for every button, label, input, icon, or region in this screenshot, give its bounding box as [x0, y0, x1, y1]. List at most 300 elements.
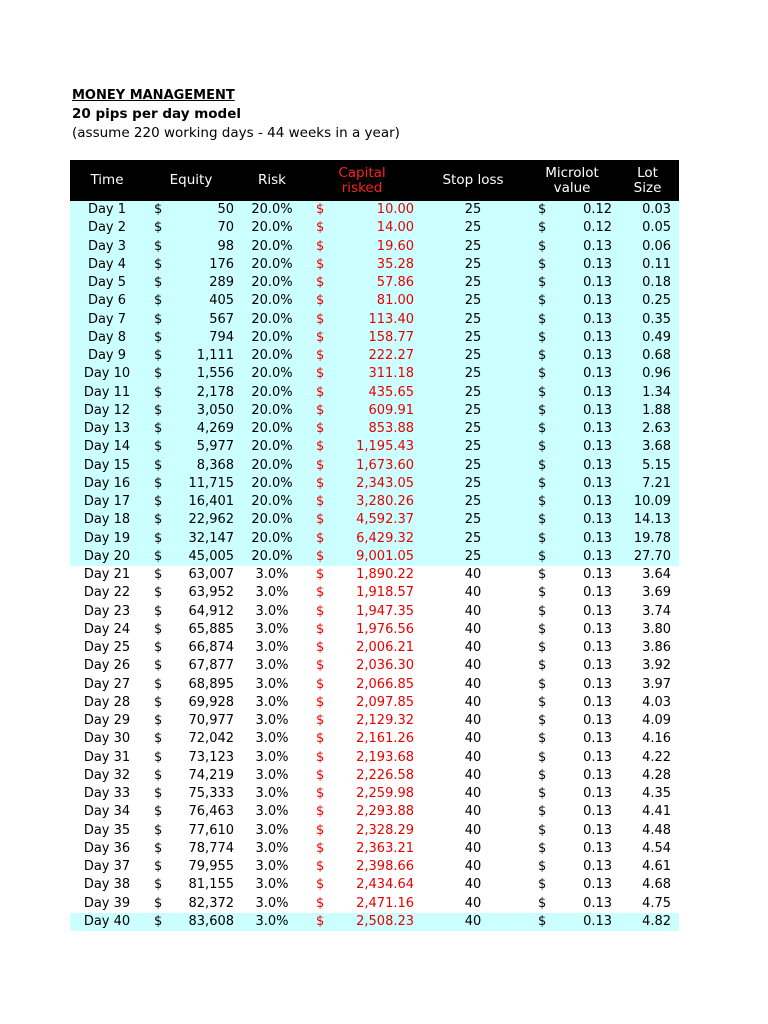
cell-equity-currency: $: [144, 329, 168, 347]
cell-risk: 20.0%: [238, 311, 306, 329]
cell-lot-size: 4.82: [616, 913, 679, 931]
cell-capital-currency: $: [316, 767, 325, 783]
header-capital-line2: risked: [341, 179, 383, 196]
cell-equity: 45,005: [168, 548, 238, 566]
cell-equity: 405: [168, 292, 238, 310]
table-row: [70, 895, 679, 913]
cell-stop-loss: 40: [464, 804, 482, 820]
cell-lot-size: 4.22: [642, 749, 672, 765]
table-header-row: [70, 160, 679, 201]
cell-microlot-value: 0.13: [548, 475, 616, 493]
cell-day: Day 8: [70, 329, 144, 347]
cell-stop-loss: 40: [464, 731, 482, 747]
cell-lot-size: 3.86: [642, 640, 672, 656]
cell-lot-size: 0.11: [616, 256, 679, 274]
cell-day: Day 29: [83, 713, 131, 729]
cell-day: Day 1: [70, 201, 144, 219]
cell-day: Day 37: [83, 859, 131, 875]
cell-microlot-currency: $: [528, 530, 548, 548]
cell-stop-loss: 40: [464, 767, 482, 783]
cell-capital-risked: 1,195.43: [328, 438, 418, 456]
cell-risk: 20.0%: [238, 384, 306, 402]
cell-capital-currency: $: [306, 384, 328, 402]
cell-equity-currency: $: [154, 713, 163, 729]
cell-capital-currency: $: [306, 238, 328, 256]
cell-equity-currency: $: [154, 621, 163, 637]
header-microlot-line1: Microlot: [545, 164, 599, 181]
cell-day: Day 22: [83, 585, 131, 601]
cell-capital-currency: $: [306, 457, 328, 475]
cell-microlot-currency: $: [538, 585, 547, 601]
cell-equity-currency: $: [154, 640, 163, 656]
cell-microlot-currency: $: [538, 877, 547, 893]
cell-equity: 567: [168, 311, 238, 329]
document-heading: [72, 86, 400, 143]
header-time: Time: [70, 160, 144, 201]
cell-capital-risked: 2,398.66: [356, 859, 415, 875]
cell-equity: 73,123: [188, 749, 235, 765]
cell-capital-risked: 2,006.21: [356, 640, 415, 656]
cell-microlot-value: 0.13: [583, 767, 613, 783]
cell-capital-risked: 1,890.22: [356, 567, 415, 583]
table-row: [70, 219, 679, 237]
cell-capital-currency: $: [306, 530, 328, 548]
table-row: [70, 256, 679, 274]
cell-risk: 20.0%: [238, 256, 306, 274]
cell-risk: 3.0%: [255, 658, 289, 674]
cell-microlot-value: 0.13: [548, 274, 616, 292]
cell-stop-loss: 40: [464, 640, 482, 656]
cell-capital-currency: $: [306, 913, 328, 931]
table-row: [70, 493, 679, 511]
cell-capital-risked: 2,293.88: [356, 804, 415, 820]
cell-capital-currency: $: [306, 329, 328, 347]
cell-day: Day 34: [83, 804, 131, 820]
cell-day: Day 2: [70, 219, 144, 237]
cell-lot-size: 4.61: [642, 859, 672, 875]
cell-microlot-value: 0.12: [548, 219, 616, 237]
cell-capital-risked: 1,947.35: [356, 603, 415, 619]
cell-stop-loss: 25: [418, 511, 528, 529]
cell-microlot-value: 0.13: [548, 329, 616, 347]
cell-capital-risked: 2,193.68: [356, 749, 415, 765]
cell-microlot-value: 0.13: [548, 347, 616, 365]
cell-lot-size: 0.25: [616, 292, 679, 310]
cell-day: Day 28: [83, 694, 131, 710]
cell-microlot-currency: $: [528, 402, 548, 420]
cell-capital-currency: $: [316, 804, 325, 820]
cell-capital-risked: 3,280.26: [328, 493, 418, 511]
cell-capital-currency: $: [316, 694, 325, 710]
cell-equity-currency: $: [144, 420, 168, 438]
cell-risk: 20.0%: [238, 292, 306, 310]
cell-microlot-value: 0.13: [548, 238, 616, 256]
cell-microlot-currency: $: [538, 840, 547, 856]
cell-microlot-value: 0.13: [548, 365, 616, 383]
cell-equity: 794: [168, 329, 238, 347]
table-row: [70, 639, 679, 657]
cell-equity: 63,952: [188, 585, 235, 601]
cell-risk: 3.0%: [255, 585, 289, 601]
cell-risk: 3.0%: [255, 749, 289, 765]
cell-capital-risked: 2,066.85: [356, 676, 415, 692]
cell-microlot-currency: $: [538, 859, 547, 875]
cell-equity-currency: $: [144, 457, 168, 475]
cell-stop-loss: 40: [464, 840, 482, 856]
cell-day: Day 19: [70, 530, 144, 548]
cell-lot-size: 0.49: [616, 329, 679, 347]
cell-stop-loss: 40: [464, 895, 482, 911]
cell-microlot-value: 0.13: [548, 511, 616, 529]
cell-lot-size: 0.18: [616, 274, 679, 292]
cell-capital-risked: 9,001.05: [328, 548, 418, 566]
cell-capital-risked: 113.40: [328, 311, 418, 329]
cell-capital-risked: 2,343.05: [328, 475, 418, 493]
cell-capital-risked: 2,129.32: [356, 713, 415, 729]
cell-microlot-value: 0.13: [548, 438, 616, 456]
cell-microlot-value: 0.13: [583, 640, 613, 656]
cell-stop-loss: 25: [418, 329, 528, 347]
cell-capital-currency: $: [306, 347, 328, 365]
cell-microlot-currency: $: [538, 731, 547, 747]
cell-day: Day 20: [70, 548, 144, 566]
cell-day: Day 25: [83, 640, 131, 656]
cell-microlot-value: 0.13: [583, 731, 613, 747]
cell-capital-risked: 2,471.16: [356, 895, 415, 911]
cell-risk: 20.0%: [238, 493, 306, 511]
cell-day: Day 26: [83, 658, 131, 674]
cell-risk: 20.0%: [238, 329, 306, 347]
cell-risk: 3.0%: [255, 567, 289, 583]
table-row: [70, 475, 679, 493]
header-lot-line2: Size: [633, 179, 662, 196]
cell-equity-currency: $: [144, 292, 168, 310]
cell-lot-size: 2.63: [616, 420, 679, 438]
cell-microlot-currency: $: [538, 603, 547, 619]
cell-microlot-currency: $: [528, 201, 548, 219]
cell-lot-size: 0.06: [616, 238, 679, 256]
cell-stop-loss: 25: [418, 530, 528, 548]
cell-stop-loss: 40: [464, 603, 482, 619]
cell-microlot-value: 0.13: [583, 840, 613, 856]
cell-capital-risked: 10.00: [328, 201, 418, 219]
cell-microlot-value: 0.12: [548, 201, 616, 219]
cell-equity-currency: $: [154, 731, 163, 747]
cell-equity-currency: $: [144, 256, 168, 274]
cell-microlot-value: 0.13: [583, 603, 613, 619]
cell-equity-currency: $: [154, 840, 163, 856]
cell-risk: 20.0%: [238, 274, 306, 292]
cell-capital-risked: 2,161.26: [356, 731, 415, 747]
cell-equity-currency: $: [144, 238, 168, 256]
cell-equity: 68,895: [188, 676, 235, 692]
cell-microlot-currency: $: [538, 567, 547, 583]
cell-capital-currency: $: [316, 822, 325, 838]
cell-stop-loss: 40: [464, 585, 482, 601]
table-row: [70, 749, 679, 767]
cell-lot-size: 4.09: [642, 713, 672, 729]
cell-risk: 3.0%: [255, 859, 289, 875]
cell-equity: 72,042: [188, 731, 235, 747]
cell-lot-size: 3.97: [642, 676, 672, 692]
cell-lot-size: 4.75: [642, 895, 672, 911]
cell-capital-currency: $: [306, 493, 328, 511]
table-row: [70, 657, 679, 675]
table-row: [70, 420, 679, 438]
cell-lot-size: 0.05: [616, 219, 679, 237]
cell-lot-size: 3.64: [642, 567, 672, 583]
cell-risk: 3.0%: [255, 822, 289, 838]
cell-equity-currency: $: [154, 749, 163, 765]
cell-stop-loss: 40: [464, 567, 482, 583]
cell-lot-size: 4.48: [642, 822, 672, 838]
cell-capital-risked: 19.60: [328, 238, 418, 256]
cell-risk: 20.0%: [238, 347, 306, 365]
cell-capital-currency: $: [316, 658, 325, 674]
cell-day: Day 12: [70, 402, 144, 420]
table-row: [70, 603, 679, 621]
cell-stop-loss: 40: [464, 694, 482, 710]
cell-lot-size: 4.16: [642, 731, 672, 747]
cell-microlot-value: 0.13: [583, 658, 613, 674]
cell-equity-currency: $: [154, 676, 163, 692]
cell-microlot-currency: $: [538, 713, 547, 729]
cell-capital-risked: 6,429.32: [328, 530, 418, 548]
cell-microlot-currency: $: [538, 676, 547, 692]
cell-capital-currency: $: [316, 731, 325, 747]
cell-stop-loss: 25: [418, 347, 528, 365]
cell-capital-risked: 222.27: [328, 347, 418, 365]
header-stop-loss: Stop loss: [418, 160, 528, 201]
cell-day: Day 15: [70, 457, 144, 475]
cell-equity-currency: $: [144, 913, 168, 931]
table-row: [70, 238, 679, 256]
header-risk: Risk: [238, 160, 306, 201]
cell-microlot-currency: $: [538, 658, 547, 674]
cell-microlot-value: 0.13: [583, 877, 613, 893]
cell-risk: 3.0%: [255, 603, 289, 619]
cell-microlot-value: 0.13: [583, 749, 613, 765]
cell-microlot-value: 0.13: [548, 493, 616, 511]
cell-lot-size: 4.35: [642, 786, 672, 802]
table-row: [70, 913, 679, 931]
cell-stop-loss: 25: [418, 219, 528, 237]
cell-microlot-currency: $: [538, 786, 547, 802]
cell-capital-risked: 81.00: [328, 292, 418, 310]
cell-risk: 20.0%: [238, 201, 306, 219]
cell-equity: 1,111: [168, 347, 238, 365]
cell-capital-currency: $: [316, 603, 325, 619]
cell-equity-currency: $: [154, 822, 163, 838]
cell-lot-size: 4.68: [642, 877, 672, 893]
cell-equity-currency: $: [144, 219, 168, 237]
cell-equity: 8,368: [168, 457, 238, 475]
cell-equity-currency: $: [144, 438, 168, 456]
cell-capital-currency: $: [316, 713, 325, 729]
cell-equity: 64,912: [188, 603, 235, 619]
table-row: [70, 712, 679, 730]
cell-microlot-currency: $: [528, 913, 548, 931]
cell-lot-size: 7.21: [616, 475, 679, 493]
cell-capital-risked: 1,918.57: [356, 585, 415, 601]
cell-equity-currency: $: [154, 567, 163, 583]
cell-equity-currency: $: [144, 365, 168, 383]
cell-capital-risked: 1,976.56: [356, 621, 415, 637]
cell-capital-risked: 4,592.37: [328, 511, 418, 529]
cell-microlot-value: 0.13: [583, 859, 613, 875]
cell-day: Day 5: [70, 274, 144, 292]
cell-stop-loss: 25: [418, 420, 528, 438]
table-row: [70, 347, 679, 365]
cell-capital-currency: $: [316, 895, 325, 911]
cell-equity-currency: $: [144, 402, 168, 420]
cell-day: Day 10: [70, 365, 144, 383]
cell-equity-currency: $: [154, 877, 163, 893]
cell-stop-loss: 40: [464, 877, 482, 893]
cell-stop-loss: 25: [418, 238, 528, 256]
cell-microlot-currency: $: [528, 238, 548, 256]
cell-equity: 66,874: [188, 640, 235, 656]
cell-stop-loss: 40: [464, 749, 482, 765]
cell-risk: 3.0%: [255, 713, 289, 729]
table-row: [70, 566, 679, 584]
cell-stop-loss: 25: [418, 438, 528, 456]
cell-risk: 20.0%: [238, 457, 306, 475]
cell-capital-currency: $: [306, 402, 328, 420]
cell-risk: 3.0%: [255, 621, 289, 637]
cell-risk: 20.0%: [238, 548, 306, 566]
header-capital-line1: Capital: [338, 164, 386, 181]
cell-stop-loss: 40: [464, 621, 482, 637]
cell-lot-size: 0.03: [616, 201, 679, 219]
table-row: [70, 584, 679, 602]
cell-capital-currency: $: [306, 511, 328, 529]
cell-stop-loss: 25: [418, 274, 528, 292]
cell-capital-risked: 609.91: [328, 402, 418, 420]
cell-capital-risked: 158.77: [328, 329, 418, 347]
cell-microlot-currency: $: [528, 457, 548, 475]
cell-microlot-currency: $: [528, 475, 548, 493]
cell-lot-size: 3.92: [642, 658, 672, 674]
table-row: [70, 384, 679, 402]
cell-capital-risked: 2,328.29: [356, 822, 415, 838]
cell-equity: 70,977: [188, 713, 235, 729]
cell-microlot-value: 0.13: [583, 786, 613, 802]
cell-capital-currency: $: [306, 365, 328, 383]
table-row: [70, 292, 679, 310]
table-row: [70, 822, 679, 840]
cell-equity-currency: $: [144, 201, 168, 219]
cell-stop-loss: 25: [418, 493, 528, 511]
cell-day: Day 6: [70, 292, 144, 310]
cell-equity: 75,333: [188, 786, 235, 802]
document-subtitle: 20 pips per day model: [72, 106, 242, 122]
table-row: [70, 803, 679, 821]
table-row: [70, 511, 679, 529]
cell-equity: 289: [168, 274, 238, 292]
cell-stop-loss: 40: [464, 713, 482, 729]
cell-stop-loss: 40: [464, 822, 482, 838]
table-row: [70, 767, 679, 785]
cell-day: Day 16: [70, 475, 144, 493]
cell-equity: 83,608: [168, 913, 238, 931]
cell-equity: 63,007: [188, 567, 235, 583]
cell-day: Day 11: [70, 384, 144, 402]
cell-capital-risked: 1,673.60: [328, 457, 418, 475]
cell-day: Day 7: [70, 311, 144, 329]
cell-lot-size: 27.70: [616, 548, 679, 566]
cell-day: Day 23: [83, 603, 131, 619]
cell-lot-size: 3.68: [616, 438, 679, 456]
cell-risk: 20.0%: [238, 438, 306, 456]
cell-equity-currency: $: [154, 694, 163, 710]
cell-equity-currency: $: [144, 384, 168, 402]
cell-microlot-value: 0.13: [583, 822, 613, 838]
cell-stop-loss: 25: [418, 365, 528, 383]
cell-capital-currency: $: [316, 676, 325, 692]
table-row: [70, 621, 679, 639]
table-row: [70, 274, 679, 292]
cell-capital-currency: $: [316, 786, 325, 802]
cell-microlot-value: 0.13: [548, 913, 616, 931]
cell-equity-currency: $: [154, 585, 163, 601]
cell-equity-currency: $: [154, 804, 163, 820]
cell-microlot-value: 0.13: [548, 311, 616, 329]
cell-equity: 32,147: [168, 530, 238, 548]
cell-capital-currency: $: [306, 311, 328, 329]
cell-equity-currency: $: [144, 548, 168, 566]
cell-microlot-currency: $: [528, 347, 548, 365]
cell-lot-size: 0.35: [616, 311, 679, 329]
table-row: [70, 858, 679, 876]
cell-microlot-currency: $: [538, 694, 547, 710]
cell-day: Day 38: [83, 877, 131, 893]
cell-stop-loss: 25: [418, 384, 528, 402]
cell-lot-size: 4.54: [642, 840, 672, 856]
cell-capital-risked: 853.88: [328, 420, 418, 438]
cell-stop-loss: 25: [418, 457, 528, 475]
cell-capital-risked: 2,434.64: [356, 877, 415, 893]
cell-capital-risked: 14.00: [328, 219, 418, 237]
cell-day: Day 30: [83, 731, 131, 747]
cell-capital-currency: $: [316, 840, 325, 856]
cell-equity: 77,610: [188, 822, 235, 838]
cell-equity: 98: [168, 238, 238, 256]
cell-lot-size: 0.68: [616, 347, 679, 365]
table-row: [70, 876, 679, 894]
cell-microlot-currency: $: [528, 311, 548, 329]
cell-stop-loss: 25: [418, 201, 528, 219]
cell-microlot-value: 0.13: [548, 457, 616, 475]
table-row: [70, 365, 679, 383]
cell-capital-currency: $: [316, 621, 325, 637]
cell-day: Day 18: [70, 511, 144, 529]
cell-microlot-value: 0.13: [583, 585, 613, 601]
cell-stop-loss: 40: [464, 658, 482, 674]
cell-equity: 176: [168, 256, 238, 274]
cell-stop-loss: 25: [418, 475, 528, 493]
table-row: [70, 438, 679, 456]
cell-equity: 4,269: [168, 420, 238, 438]
cell-lot-size: 0.96: [616, 365, 679, 383]
cell-microlot-currency: $: [538, 749, 547, 765]
cell-equity: 82,372: [188, 895, 235, 911]
cell-lot-size: 4.41: [642, 804, 672, 820]
table-row: [70, 201, 679, 219]
cell-stop-loss: 25: [418, 311, 528, 329]
cell-lot-size: 14.13: [616, 511, 679, 529]
cell-day: Day 17: [70, 493, 144, 511]
